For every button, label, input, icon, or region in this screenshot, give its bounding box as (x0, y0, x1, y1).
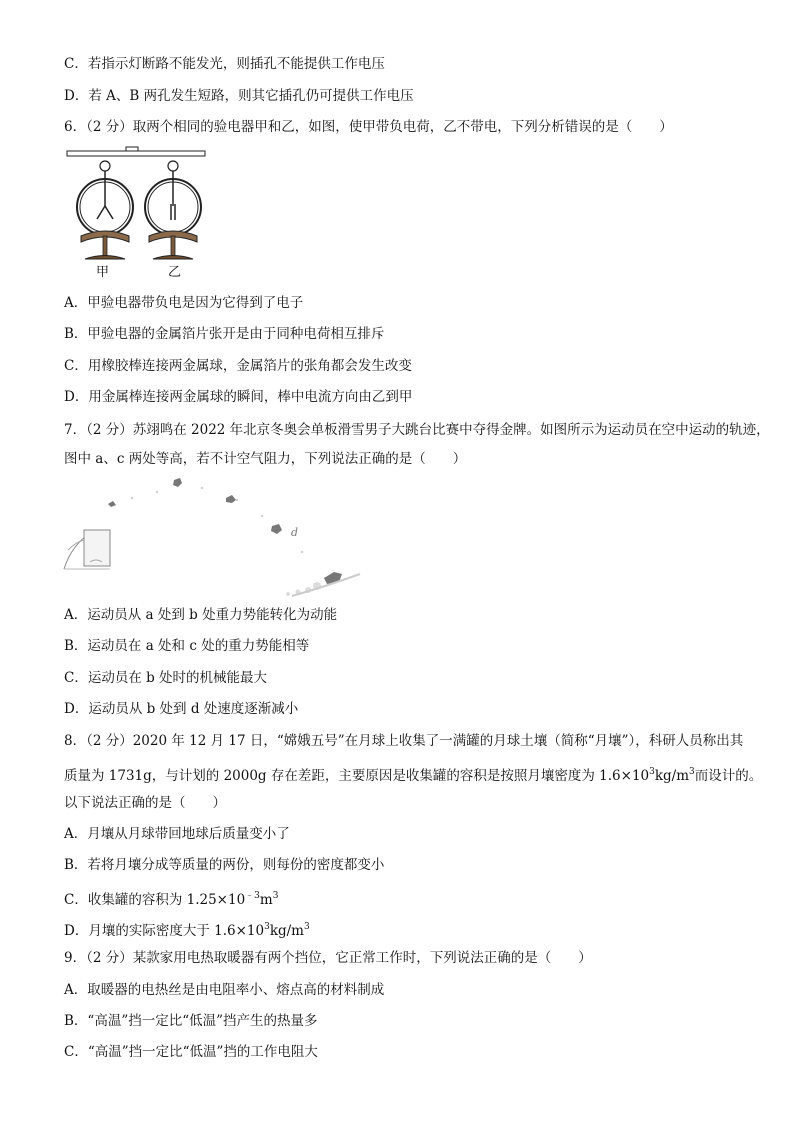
label-yi: 乙 (168, 265, 182, 280)
electroscope-yi (145, 161, 201, 259)
q7-stem-line2: 图中 a、c 两处等高，若不计空气阻力，下列说法正确的是（ ） (64, 451, 467, 467)
electroscope-jia (77, 161, 133, 259)
q6-option-b: B．甲验电器的金属箔片张开是由于同种电荷相互排斥 (64, 326, 385, 342)
q6-option-d: D．用金属棒连接两金属球的瞬间，棒中电流方向由乙到甲 (64, 389, 413, 405)
q6-option-a: A．甲验电器带负电是因为它得到了电子 (64, 295, 304, 311)
q5-option-d: D．若 A、B 两孔发生短路，则其它插孔仍可提供工作电压 (64, 88, 414, 104)
q8-stem-line2: 质量为 1731g，与计划的 2000g 存在差距，主要原因是收集罐的容积是按照月壤密度为 $1.6\times 10^3kg/m^3$而设计的。 (64, 767, 763, 784)
q8-stem-line1: 8．（2 分）2020 年 12 月 17 日，“嫦娥五号”在月球上收集了一满罐的月球土壤（简称“月壤”），科研人员称出其 (64, 733, 744, 749)
q7-stem-line1: 7．（2 分）苏翊鸣在 2022 年北京冬奥会单板滑雪男子大跳台比赛中夺得金牌。如图所示为运动员在空中运动的轨迹， (64, 422, 770, 438)
q7-option-b: B．运动员在 a 处和 c 处的重力势能相等 (64, 638, 310, 654)
q9-option-c: C．“高温”挡一定比“低温”挡的工作电阻大 (64, 1044, 318, 1060)
q7-option-d: D．运动员从 b 处到 d 处速度逐渐减小 (64, 701, 299, 717)
electroscope-figure (64, 144, 214, 284)
q5-option-c: C．若指示灯断路不能发光，则插孔不能提供工作电压 (64, 56, 385, 72)
label-jia: 甲 (96, 265, 110, 280)
q9-option-a: A．取暖器的电热丝是由电阻率小、熔点高的材料制成 (64, 982, 385, 998)
q8-option-c: C．收集罐的容积为 $1.25\times 10^{﹣3}m^3$ (64, 891, 279, 908)
q8-option-a: A．月壤从月球带回地球后质量变小了 (64, 826, 290, 842)
q9-stem: 9．（2 分）某款家用电热取暖器有两个挡位，它正常工作时，下列说法正确的是（ ） (64, 950, 592, 966)
q7-option-a: A．运动员从 a 处到 b 处重力势能转化为动能 (64, 607, 338, 623)
snowboard-trajectory-figure (62, 474, 362, 600)
q8-stem-line3: 以下说法正确的是（ ） (64, 795, 226, 811)
q8-option-b: B．若将月壤分成等质量的两份，则每份的密度都变小 (64, 857, 385, 873)
q8-option-d: D．月壤的实际密度大于 $1.6\times 10^3kg/m^3$ (64, 922, 310, 939)
q9-option-b: B．“高温”挡一定比“低温”挡产生的热量多 (64, 1013, 318, 1029)
q6-stem: 6．（2 分）取两个相同的验电器甲和乙，如图，使甲带负电荷，乙不带电，下列分析错误的是（ ） (64, 119, 673, 135)
q7-option-c: C．运动员在 b 处时的机械能最大 (64, 670, 268, 686)
q6-option-c: C．用橡胶棒连接两金属球，金属箔片的张角都会发生改变 (64, 358, 412, 374)
trajectory-label-d: d (291, 526, 299, 539)
